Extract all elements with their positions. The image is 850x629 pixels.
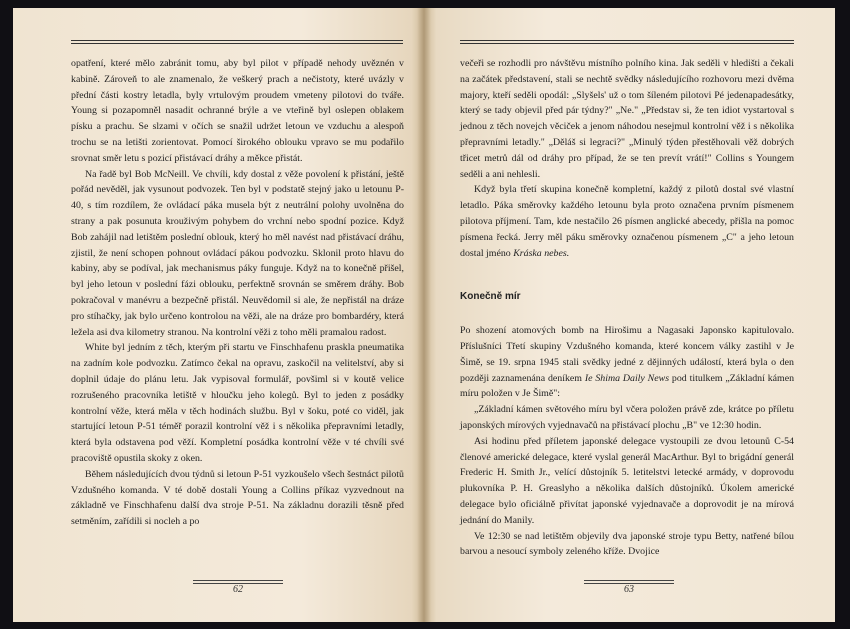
quote-paragraph: „Základní kámen světového míru byl včera položen právě zde, krátce po příletu japonských mírových vyjednavačů na přistávací plochu „B" ve 12:30 hodin.: [460, 404, 794, 431]
paragraph: Ve 12:30 se nad letištěm objevily dva japonské stroje typu Betty, natřené bílou barvou a nesoucí symboly zeleného kříže. Dvojice: [460, 530, 794, 558]
paragraph-text: pod titulkem „Základní kámen míru položen v Je Šimě":: [460, 372, 795, 400]
gutter: [417, 8, 431, 622]
paragraph: večeři se rozhodli pro návštěvu místního polního kina. Jak seděli v hledišti a čekali na začátek představení, stali se nechtě svědky následujícího rozhovoru mezi dvěma majory, kteří seděli opodál: „Slyšels' už o tom šíleném pilotovi Pé jedenapadesátky, který se tady objevil před pár týdny?" „Ne." „Představ si, že ten idiot vystartoval s jednou z těch novejch věciček a jenom náhodou nesejmul kontrolní věž i s několika přepravními letadly." „Děláš si legraci?" „Minulý týden přestěhovali věž dobrých třicet metrů dál od dráhy pro případ, že se ten prevít vrátí!" Collins s Youngem seděli a ani nehlesli.: [460, 58, 794, 180]
page-number: 63: [584, 584, 674, 595]
header-rule: [460, 40, 794, 41]
paragraph: Asi hodinu před příletem japonské delegace vystoupili ze dvou letounů C-54 členové americké delegace, které vyslal generál MacArthur. Byl to brigádní generál Frederic H. Smith Jr., velící důstojník 5. letitelstvi letecké armády, v doprovodu plukovníka P. H. Greaslyho a několika dalších důstojníků. Úkolem americké delegace bylo oficiálně přivítat japonské vyjednavače a doprovodit je na mírová jednání do Manily.: [460, 435, 794, 526]
right-page: [424, 8, 835, 622]
book-spread: [13, 8, 835, 622]
left-page: [13, 8, 424, 622]
page-number: 62: [193, 584, 283, 595]
section-title: Konečně mír: [460, 291, 521, 303]
newspaper-title: Ie Shima Daily News: [584, 372, 670, 384]
paragraph: Na řadě byl Bob McNeill. Ve chvíli, kdy dostal z věže povolení k přistání, ještě pořád nevěděl, jak vysunout podvozek. Ten byl v podstatě stejný jako u letounu P-40, s tím rozdílem, že ovládací páka musela být z neutrální polohy uvolněna do strany a pak posunuta krouživým pohybem do vrchní nebo spodní pozice. Když Bob zahájil nad letištěm poslední oblouk, který ho měl navést nad přistávací dráhu, zjistil, že není schopen pohnout ovládací pákou podvozku. Sklonil proto hlavu do kabiny, aby se podíval, jak mechanismus páky funguje. Když na to konečně přišel, byl jeho letoun v poslední fázi oblouku, perfektně srovnán se směrem dráhy. Bob pokračoval v manévru a bezpečně přistál. Neuvědomil si ale, že nepřistál na dráze pro stíhačky, jak bylo určeno kontrolou na věži, ale na dráze pro bombardéry, která ležela asi dva kilometry stranou. Na kontrolní věži z toho měli pramalou radost.: [71, 168, 404, 338]
header-rule: [71, 40, 403, 41]
paragraph: Během následujících dvou týdnů si letoun P-51 vyzkoušelo všech šestnáct pilotů Vzdušného komanda. V té době dostali Young a Collins příkaz vyzvednout na základně ve Finschhafenu další dva stroje P-51. Na základnu dorazili těsně před setměním, zařídili si nocleh a po: [71, 468, 404, 528]
paragraph: opatření, které mělo zabránit tomu, aby byl pilot v případě nehody uvěznén v kabině. Zároveň to ale znamenalo, že veškerý prach a nečistoty, které uvázly v přední části kostry letadla, byly vrtulovým proudem vmeteny pilotovi do tváře. Young si pozapomněl nasadit ochranné brýle a ve vteřině byl oslepen oblakem písku a prachu. Se slzami v očích se snažil udržet letoun ve vzduchu a alespoň trochu se na letišti zorientovat. Pomocí širokého oblouku vpravo se mu podařilo srovnat směr letu s pozicí přistávací dráhy a měkce přistát.: [71, 58, 404, 164]
paragraph-text: Po shození atomových bomb na Hirošimu a Nagasaki Japonsko kapitulovalo. Příslušníci Třetí skupiny Vzdušného komanda, které koncem války zastihl v Je Šimě, se 19. srpna 1945 stali svědky jedné z dějinných událostí, která byla o den později zaznamenána deníkem: [460, 325, 794, 384]
paragraph-text: Když byla třetí skupina konečně kompletní, každý z pilotů dostal své vlastní letadlo. Páka směrovky každého letounu byla proto označena prvním písmenem pilotova příjmení. Tam, kde nestačilo 26 písmen anglické abecedy, přišla na pomoc písmena řecká. Jerry měl páku směrovky označenou písmenem „C" a jeho letoun dostal jméno: [460, 184, 794, 259]
left-page-text: [71, 56, 404, 530]
paragraph: [460, 182, 794, 261]
paragraph: White byl jedním z těch, kterým při startu ve Finschhafenu praskla pneumatika na zadním kole podvozku. Zatímco čekal na opravu, zaskočil na velitelství, aby si doplnil údaje do plánu letu. Jak vypisoval formulář, povšiml si v koutě velice rozrušeného pracovníka letiště v hloučku jeho kolegů. Byl to jeden z posádky kontrolní věže, která měla v těch hodinách službu. Byl v šoku, poté co viděl, jak startující letoun P-51 téměř porazil kontrolní věž i s několika přepravními letadly, která byla odstavena pod věží. Kompletní posádka kontrolní věže v té chvíli své pracoviště opustila skoky z oken.: [71, 342, 404, 464]
right-page-text: [460, 56, 794, 560]
plane-name: Kráska nebes.: [513, 247, 570, 259]
paragraph: [460, 323, 794, 402]
